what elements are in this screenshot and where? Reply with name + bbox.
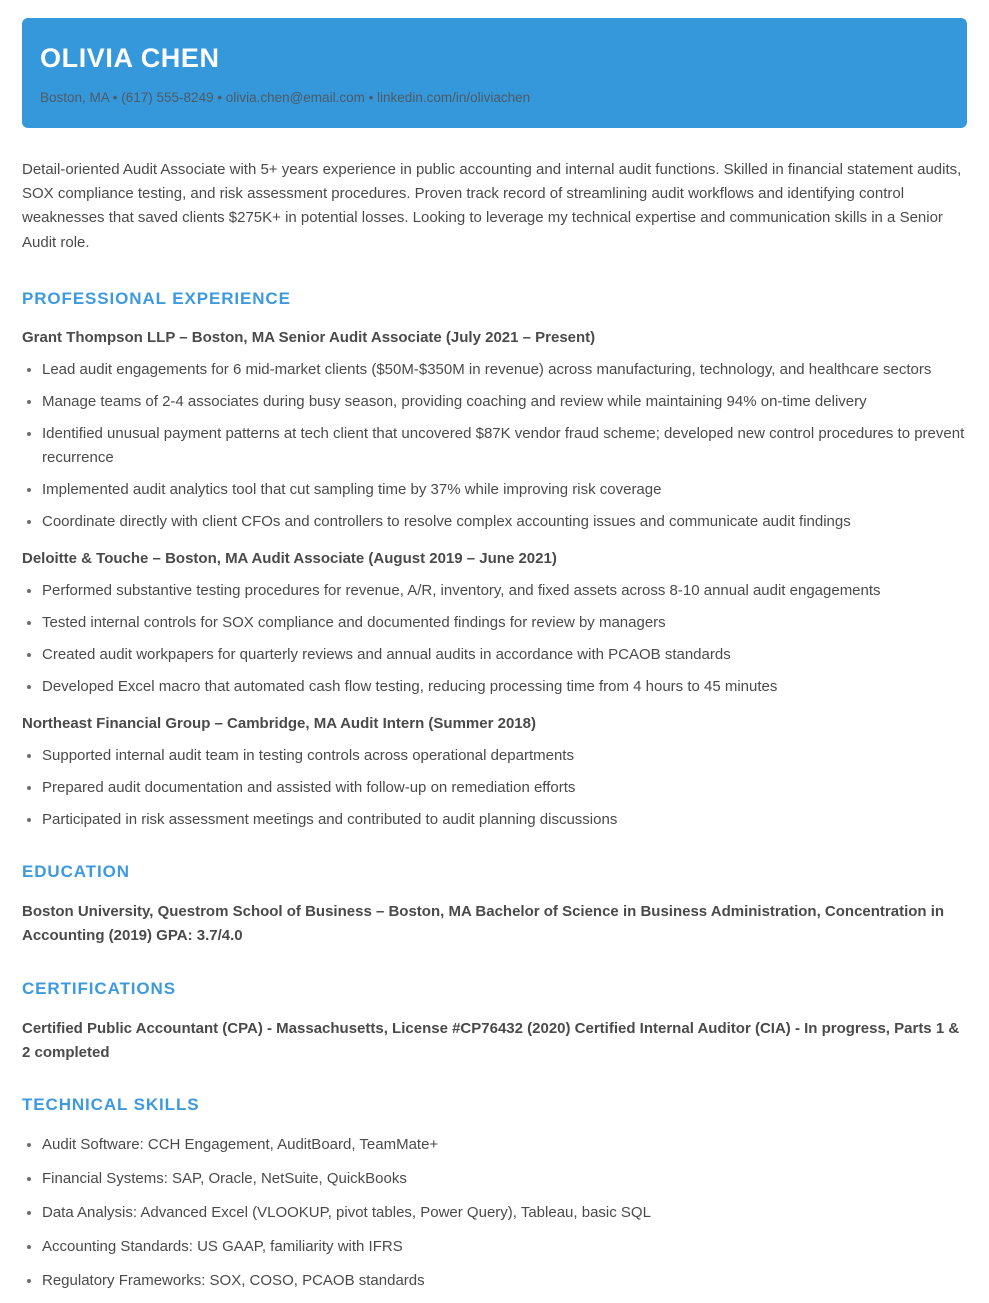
job-bullet: Prepared audit documentation and assisted with follow-up on remediation efforts: [22, 776, 967, 800]
experience-entry: [22, 548, 967, 699]
job-bullet-list: [22, 358, 967, 534]
job-title: Deloitte & Touche – Boston, MA Audit Associate (August 2019 – June 2021): [22, 550, 557, 568]
experience-entry: [22, 713, 967, 832]
job-bullet: Participated in risk assessment meetings and contributed to audit planning discussions: [22, 808, 967, 832]
professional-summary: Detail-oriented Audit Associate with 5+ years experience in public accounting and internal audit functions. Skilled in financial statement audits, SOX compliance testing, and risk assessment procedures. Proven track record of streamlining audit workflows and identifying control weaknesses that saved clients $275K+ in potential losses. Looking to leverage my technical expertise and communication skills in a Senior Audit role.: [22, 160, 962, 251]
experience-job-list: [22, 327, 967, 832]
section-heading-skills: TECHNICAL SKILLS: [22, 1095, 200, 1115]
skills-list: [22, 1133, 967, 1293]
skill-item: Accounting Standards: US GAAP, familiarity with IFRS: [22, 1235, 967, 1259]
section-education: [22, 862, 967, 949]
skill-item: Data Analysis: Advanced Excel (VLOOKUP, pivot tables, Power Query), Tableau, basic SQL: [22, 1201, 967, 1225]
job-bullet: Coordinate directly with client CFOs and controllers to resolve complex accounting issues and communicate audit findings: [22, 510, 967, 534]
job-bullet: Created audit workpapers for quarterly reviews and annual audits in accordance with PCAOB standards: [22, 643, 967, 667]
section-technical-skills: [22, 1095, 967, 1293]
job-bullet: Implemented audit analytics tool that cut sampling time by 37% while improving risk coverage: [22, 478, 967, 502]
job-bullet: Performed substantive testing procedures for revenue, A/R, inventory, and fixed assets across 8-10 annual audit engagements: [22, 579, 967, 603]
job-bullet: Tested internal controls for SOX compliance and documented findings for review by managers: [22, 611, 967, 635]
section-heading-experience: PROFESSIONAL EXPERIENCE: [22, 289, 291, 309]
job-bullet-list: [22, 744, 967, 832]
section-certifications: [22, 979, 967, 1066]
experience-entry: [22, 327, 967, 534]
job-title: Grant Thompson LLP – Boston, MA Senior Audit Associate (July 2021 – Present): [22, 329, 596, 347]
certifications-entry: Certified Public Accountant (CPA) - Massachusetts, License #CP76432 (2020) Certified Internal Auditor (CIA) - In progress, Parts 1 & 2 completed: [22, 1019, 960, 1061]
skill-item: Financial Systems: SAP, Oracle, NetSuite, QuickBooks: [22, 1167, 967, 1191]
section-heading-education: EDUCATION: [22, 862, 130, 882]
section-professional-experience: [22, 289, 967, 832]
job-bullet: Developed Excel macro that automated cash flow testing, reducing processing time from 4 hours to 45 minutes: [22, 675, 967, 699]
section-heading-certifications: CERTIFICATIONS: [22, 978, 176, 998]
contact-line: Boston, MA • (617) 555-8249 • olivia.chen@email.com • linkedin.com/in/oliviachen: [40, 89, 531, 105]
job-bullet: Supported internal audit team in testing controls across operational departments: [22, 744, 967, 768]
job-bullet: Lead audit engagements for 6 mid-market clients ($50M-$350M in revenue) across manufacturing, technology, and healthcare sectors: [22, 358, 967, 382]
skill-item: Regulatory Frameworks: SOX, COSO, PCAOB standards: [22, 1269, 967, 1293]
education-entry: Boston University, Questrom School of Business – Boston, MA Bachelor of Science in Business Administration, Concentration in Accounting (2019) GPA: 3.7/4.0: [22, 903, 945, 945]
job-bullet: Manage teams of 2-4 associates during busy season, providing coaching and review while maintaining 94% on-time delivery: [22, 390, 967, 414]
job-title: Northeast Financial Group – Cambridge, MA Audit Intern (Summer 2018): [22, 715, 536, 733]
job-bullet-list: [22, 579, 967, 699]
job-bullet: Identified unusual payment patterns at tech client that uncovered $87K vendor fraud scheme; developed new control procedures to prevent recurrence: [22, 422, 967, 470]
candidate-name: OLIVIA CHEN: [40, 43, 220, 73]
resume-header-band: [22, 18, 967, 128]
skill-item: Audit Software: CCH Engagement, AuditBoard, TeamMate+: [22, 1133, 967, 1157]
